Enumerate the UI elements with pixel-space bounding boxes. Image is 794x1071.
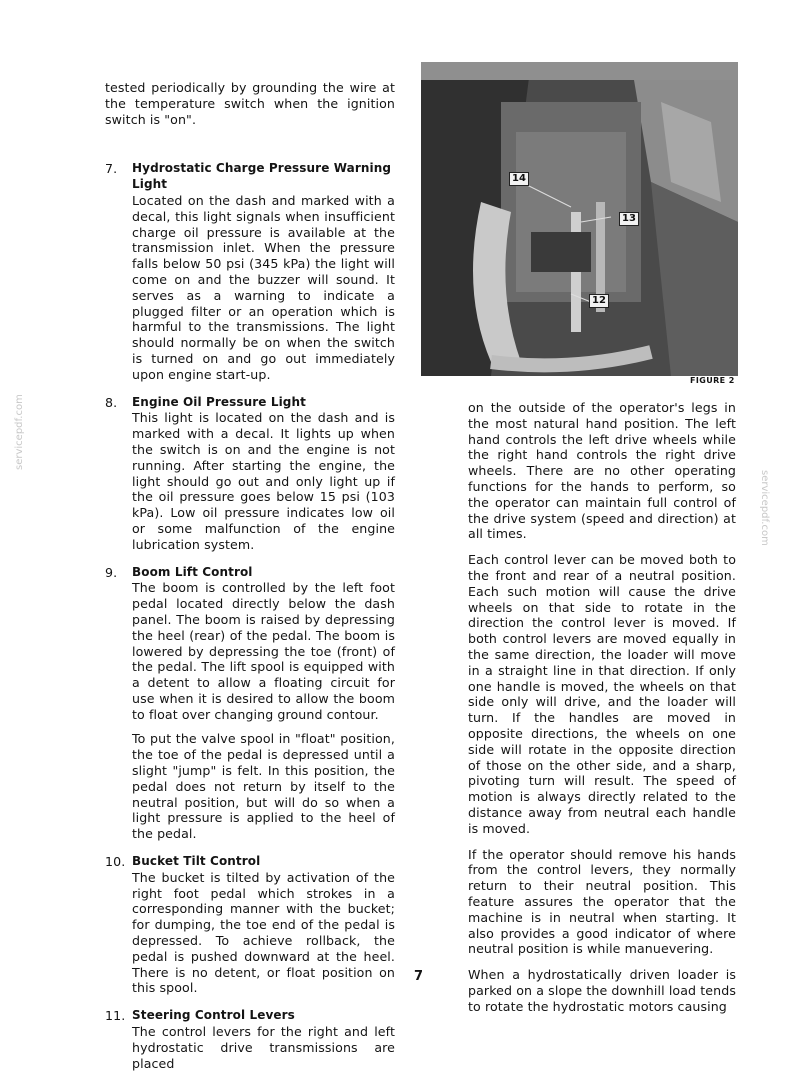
figure-illustration xyxy=(421,62,738,376)
item-number: 9. xyxy=(105,564,118,580)
item-boom-lift-control xyxy=(105,565,395,843)
item-paragraph: To put the valve spool in "float" position, the toe of the pedal is depressed until a slight "jump" is felt. In this position, the pedal does not return by itself to the neutral position, but will do so when a light pressure is applied to the heel of the pedal. xyxy=(132,731,395,842)
watermark-right: servicepdf.com xyxy=(759,470,770,546)
right-paragraph: Each control lever can be moved both to the front and rear of a neutral position. Each such motion will cause the drive wheels on that side to rotate in the direction the control lever is moved. If both control levers are moved equally in the same direction, the loader will move in a straight line in that direction. If only one handle is moved, the wheels on that side only will drive, and the loader will turn. If the handles are moved in opposite directions, the wheels on one side will rotate in the opposite direction of those on the other side, and a sharp, pivoting turn will result. The speed of motion is always directly related to the distance away from neutral each handle is moved. xyxy=(468,552,736,836)
left-column xyxy=(105,80,395,1071)
item-hydrostatic-charge-pressure xyxy=(105,161,395,382)
item-paragraph: The boom is controlled by the left foot pedal located directly below the dash panel. The boom is raised by depressing the heel (rear) of the pedal. The boom is lowered by depressing the toe (front) of the pedal. The lift spool is equipped with a detent to allow a floating circuit for use when it is desired to allow the boom to float over changing ground contour. xyxy=(132,580,395,722)
right-paragraph: If the operator should remove his hands from the control levers, they normally return to their neutral position. This feature assures the operator that the machine is in neutral when starting. It also provides a good indicator of where neutral position is while manuevering. xyxy=(468,846,736,957)
item-engine-oil-pressure xyxy=(105,395,395,553)
item-title: Engine Oil Pressure Light xyxy=(132,394,306,409)
figure-caption: FIGURE 2 xyxy=(690,376,735,385)
item-number: 7. xyxy=(105,161,118,177)
callout-12: 12 xyxy=(589,294,609,308)
right-paragraph: on the outside of the operator's legs in the most natural hand position. The left hand controls the left drive wheels while the right hand controls the right drive wheels. There are no other operating functions for the hands to perform, so the operator can maintain full control of the drive system (speed and direction) at all times. xyxy=(468,400,736,542)
item-paragraph: The bucket is tilted by activation of the right foot pedal which strokes in a corresponding manner with the bucket; for dumping, the toe end of the pedal is depressed. To achieve rollback, the pedal is pushed downward at the heel. There is no detent, or float position on this spool. xyxy=(132,869,395,996)
item-steering-control-levers xyxy=(105,1008,395,1071)
item-number: 10. xyxy=(105,854,126,870)
item-paragraph: This light is located on the dash and is marked with a decal. It lights up when the switch is on and the engine is not running. After starting the engine, the light should go out and only light up if the oil pressure goes below 15 psi (103 kPa). Low oil pressure indicates low oil or some malfunction of the engine lubrication system. xyxy=(132,410,395,552)
item-title: Hydrostatic Charge Pressure Warning Light xyxy=(132,161,392,192)
callout-13: 13 xyxy=(619,212,639,226)
item-number: 8. xyxy=(105,394,118,410)
item-title: Bucket Tilt Control xyxy=(132,854,261,869)
page-number: 7 xyxy=(414,969,424,984)
item-number: 11. xyxy=(105,1008,126,1024)
right-column xyxy=(468,400,736,1014)
right-paragraph: When a hydrostatically driven loader is parked on a slope the downhill load tends to rotate the hydrostatic motors causing xyxy=(468,967,736,1014)
item-paragraph: The control levers for the right and left hydrostatic drive transmissions are placed xyxy=(132,1024,395,1071)
intro-paragraph: tested periodically by grounding the wire at the temperature switch when the ignition switch is "on". xyxy=(105,80,395,127)
item-title: Steering Control Levers xyxy=(132,1008,295,1023)
item-bucket-tilt-control xyxy=(105,854,395,996)
item-paragraph: Located on the dash and marked with a decal, this light signals when insufficient charge oil pressure is available at the transmission inlet. When the pressure falls below 50 psi (345 kPa) the light will come on and the buzzer will sound. It serves as a warning to indicate a plugged filter or an operation which is harmful to the transmissions. The light should normally be on when the switch is turned on and go out immediately upon engine start-up. xyxy=(132,192,395,382)
figure-photo xyxy=(421,62,738,376)
callout-14: 14 xyxy=(509,172,529,186)
watermark-left: servicepdf.com xyxy=(14,394,25,470)
item-title: Boom Lift Control xyxy=(132,564,253,579)
